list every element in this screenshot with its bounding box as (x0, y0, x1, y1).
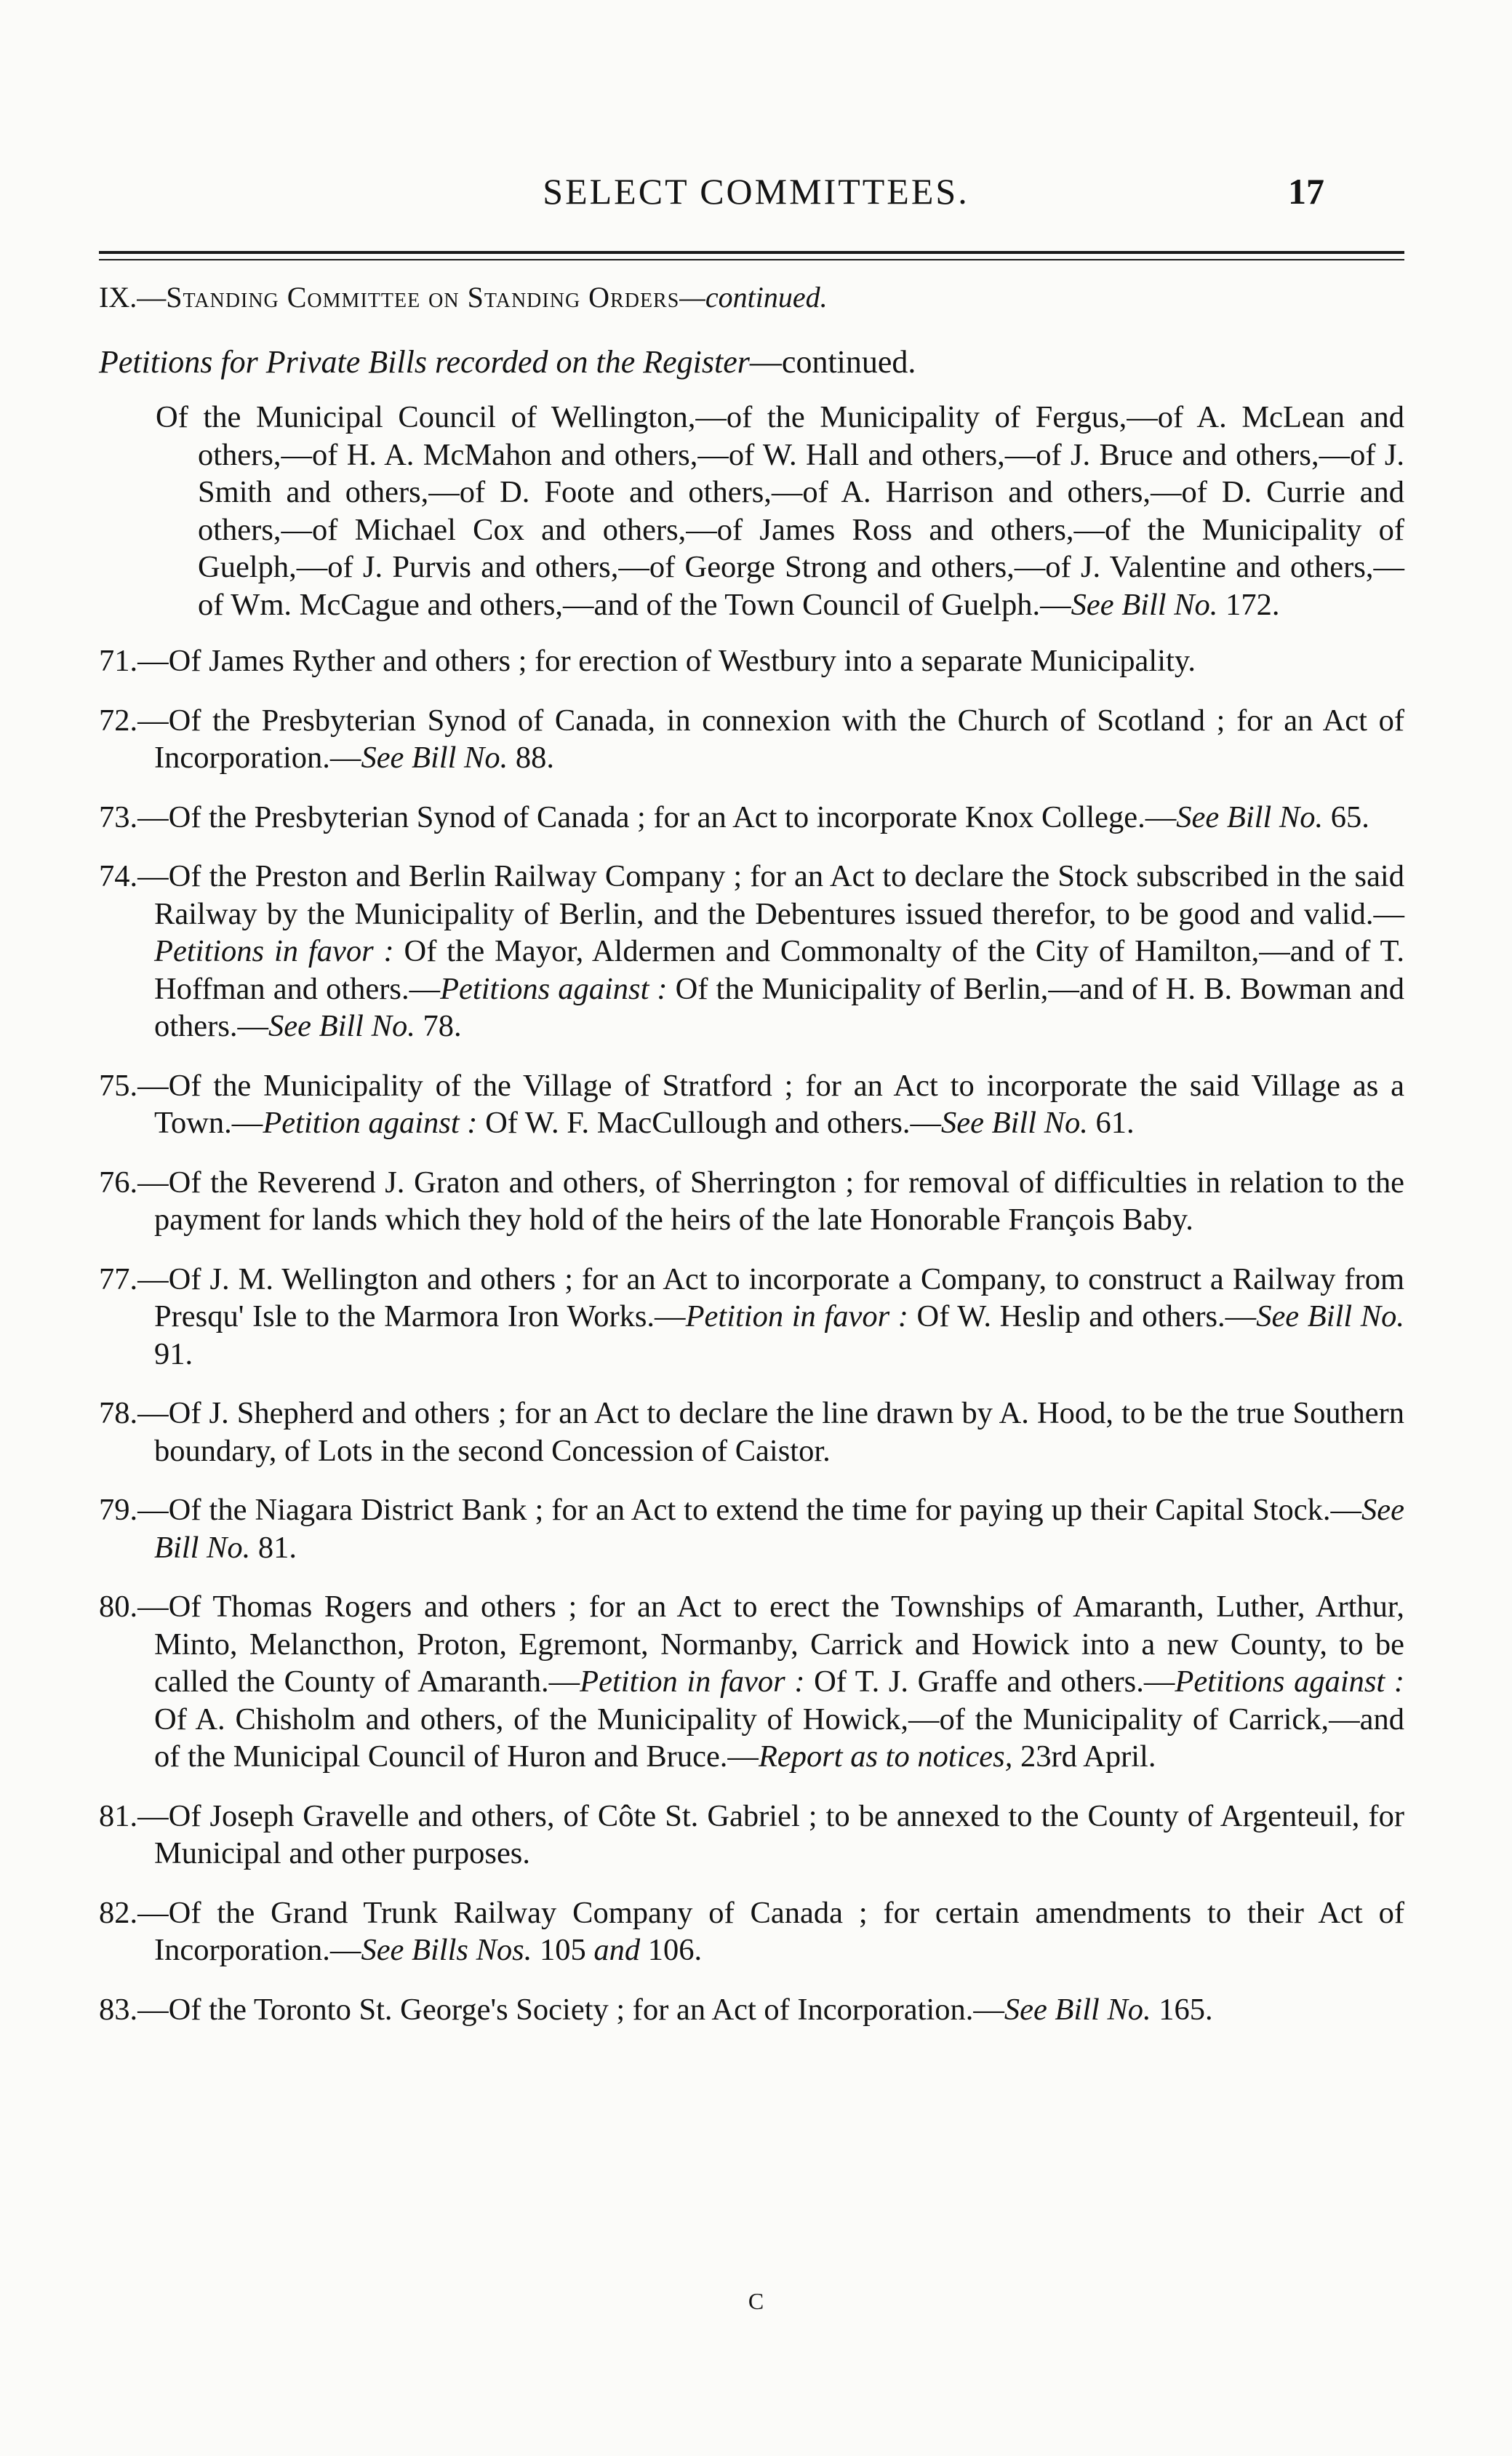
entry-number: 83. (99, 1992, 138, 2027)
entry-text: 106. (640, 1933, 703, 1967)
petition-entry (99, 1067, 1404, 1142)
entry-text: Of A. Chisholm and others, of the Municipality of Howick,—of the Municipality of Carrick,—and of the Municipal Council of Huron and Bruce.— (154, 1702, 1404, 1774)
entry-italic-text: Petitions against : (440, 971, 668, 1006)
entry-number: 72. (99, 703, 138, 738)
petition-entry (99, 799, 1404, 837)
entry-text: —Of Thomas Rogers and others ; for an Act to erect the Townships of Amaranth, Luther, Arthur, Minto, Melancthon, Proton, Egremont, Normanby, Carrick and Howick into a new County, to be called the County of Amaranth.— (137, 1590, 1404, 1699)
section-heading-numeral: IX.— (99, 281, 167, 314)
carryover-text: Of the Municipal Council of Wellington,—of the Municipality of Fergus,—of A. McLean and others,—of H. A. McMahon and others,—of W. Hall and others,—of J. Bruce and others,—of J. Smith and others,—of D. Foote and others,—of A. Harrison and others,—of D. Currie and others,—of Michael Cox and others,—of James Ross and others,—of the Municipality of Guelph,—of J. Purvis and others,—of George Strong and others,—of J. Valentine and others,—of Wm. McCague and others,—and of the Town Council of Guelph.— (156, 400, 1404, 622)
entry-text: 61. (1087, 1106, 1135, 1140)
entry-italic-text: See Bill No. (1004, 1992, 1151, 2027)
entry-number: 81. (99, 1798, 138, 1833)
entry-italic-text: Report as to notices, (758, 1739, 1013, 1774)
entry-number: 75. (99, 1068, 138, 1103)
entry-number: 76. (99, 1165, 138, 1200)
petition-entry (99, 1588, 1404, 1776)
bill-reference-label: See Bill No. (1071, 587, 1218, 622)
entry-italic-text: See Bill No. (941, 1106, 1088, 1140)
entry-number: 80. (99, 1590, 138, 1624)
entry-text: 65. (1323, 800, 1369, 834)
entry-text: Of the Municipality of Berlin,—and of H. B. Bowman and others.— (154, 971, 1404, 1043)
entry-number: 78. (99, 1396, 138, 1430)
section-heading (99, 280, 1408, 314)
page-header (0, 170, 1512, 228)
entry-italic-text: Petitions in favor : (154, 934, 394, 968)
entry-italic-text: Petition in favor : (685, 1299, 908, 1333)
entry-text: Of the Mayor, Aldermen and Commonalty of the City of Hamilton,—and of T. Hoffman and others.— (154, 934, 1404, 1006)
entry-text: 78. (415, 1009, 462, 1043)
entry-text: 23rd April. (1012, 1739, 1156, 1774)
petition-entry (99, 1261, 1404, 1373)
entry-text: 165. (1151, 1992, 1213, 2027)
entry-number: 82. (99, 1895, 138, 1930)
entry-text: Of T. J. Graffe and others.— (804, 1664, 1175, 1699)
entry-text: 88. (508, 741, 555, 775)
petition-entry (99, 1991, 1404, 2029)
section-heading-continued: —continued. (679, 281, 828, 314)
running-head: SELECT COMMITTEES. (543, 171, 969, 212)
entry-text: —Of the Grand Trunk Railway Company of Canada ; for certain amendments to their Act of Incorporation.— (137, 1895, 1404, 1967)
entry-text: —Of the Toronto St. George's Society ; for an Act of Incorporation.— (137, 1992, 1004, 2027)
entry-text: —Of J. Shepherd and others ; for an Act to declare the line drawn by A. Hood, to be the true Southern boundary, of Lots in the second Concession of Caistor. (137, 1396, 1404, 1468)
entry-italic-text: See Bill No. (1176, 800, 1324, 834)
bill-reference-number: 172. (1217, 587, 1280, 622)
entry-text: —Of James Ryther and others ; for erection of Westbury into a separate Municipality. (137, 644, 1196, 678)
section-heading-title: Standing Committee on Standing Orders (166, 281, 680, 314)
entries-container (99, 642, 1404, 2028)
header-rule-thin (99, 259, 1404, 260)
petition-entry (99, 858, 1404, 1045)
entry-italic-text: See Bill No. (268, 1009, 415, 1043)
entry-text: —Of the Preston and Berlin Railway Company ; for an Act to declare the Stock subscribed in the said Railway by the Municipality of Berlin, and the Debentures issued therefor, to be good and valid.— (137, 859, 1404, 931)
entry-number: 74. (99, 859, 138, 893)
petition-entry (99, 1491, 1404, 1566)
petition-list (99, 399, 1404, 2050)
entry-italic-text: See Bill No. (154, 1493, 1404, 1565)
petition-entry (99, 1395, 1404, 1470)
entry-text: —Of the Presbyterian Synod of Canada ; for an Act to incorporate Knox College.— (137, 800, 1177, 834)
entry-text: 105 (532, 1933, 594, 1967)
entry-text: —Of Joseph Gravelle and others, of Côte St. Gabriel ; to be annexed to the County of Argenteuil, for Municipal and other purposes. (137, 1798, 1404, 1870)
entry-italic-text: See Bills Nos. (361, 1933, 532, 1967)
subheading-italic: Petitions for Private Bills recorded on the Register (99, 344, 750, 380)
entry-italic-text: Petitions against : (1175, 1664, 1405, 1699)
entry-number: 79. (99, 1493, 138, 1527)
entry-text: —Of the Presbyterian Synod of Canada, in connexion with the Church of Scotland ; for an Act of Incorporation.— (137, 703, 1404, 775)
petition-entry (99, 1894, 1404, 1969)
entry-text: Of W. Heslip and others.— (908, 1299, 1257, 1333)
entry-text: —Of J. M. Wellington and others ; for an Act to incorporate a Company, to construct a Railway from Presqu' Isle to the Marmora Iron Works.— (137, 1261, 1404, 1333)
entry-text: 91. (154, 1336, 193, 1371)
header-rule-thick (99, 251, 1404, 254)
entry-number: 73. (99, 800, 138, 834)
petition-entry (99, 1798, 1404, 1873)
entry-italic-text: See Bill No. (1256, 1299, 1404, 1333)
entry-italic-text: Petition in favor : (580, 1664, 805, 1699)
entry-italic-text: See Bill No. (361, 741, 508, 775)
entry-number: 77. (99, 1261, 138, 1296)
signature-mark: C (748, 2288, 764, 2314)
page-number: 17 (1288, 171, 1324, 212)
petition-entry (99, 642, 1404, 680)
entry-text: Of W. F. MacCullough and others.— (477, 1106, 942, 1140)
entry-text: 81. (250, 1530, 297, 1565)
entry-text: —Of the Reverend J. Graton and others, of Sherrington ; for removal of difficulties in relation to the payment for lands which they hold of the heirs of the late Honorable François Baby. (137, 1165, 1404, 1237)
carryover-paragraph (99, 399, 1404, 623)
entry-italic-text: and (593, 1933, 641, 1967)
entry-italic-text: Petition against : (263, 1106, 478, 1140)
petition-entry (99, 702, 1404, 777)
entry-text: —Of the Niagara District Bank ; for an Act to extend the time for paying up their Capital Stock.— (137, 1493, 1362, 1527)
petition-entry (99, 1164, 1404, 1239)
entry-text: —Of the Municipality of the Village of Stratford ; for an Act to incorporate the said Village as a Town.— (137, 1068, 1404, 1140)
entry-number: 71. (99, 644, 138, 678)
subheading-plain: —continued. (749, 344, 916, 380)
subheading (99, 343, 1408, 380)
